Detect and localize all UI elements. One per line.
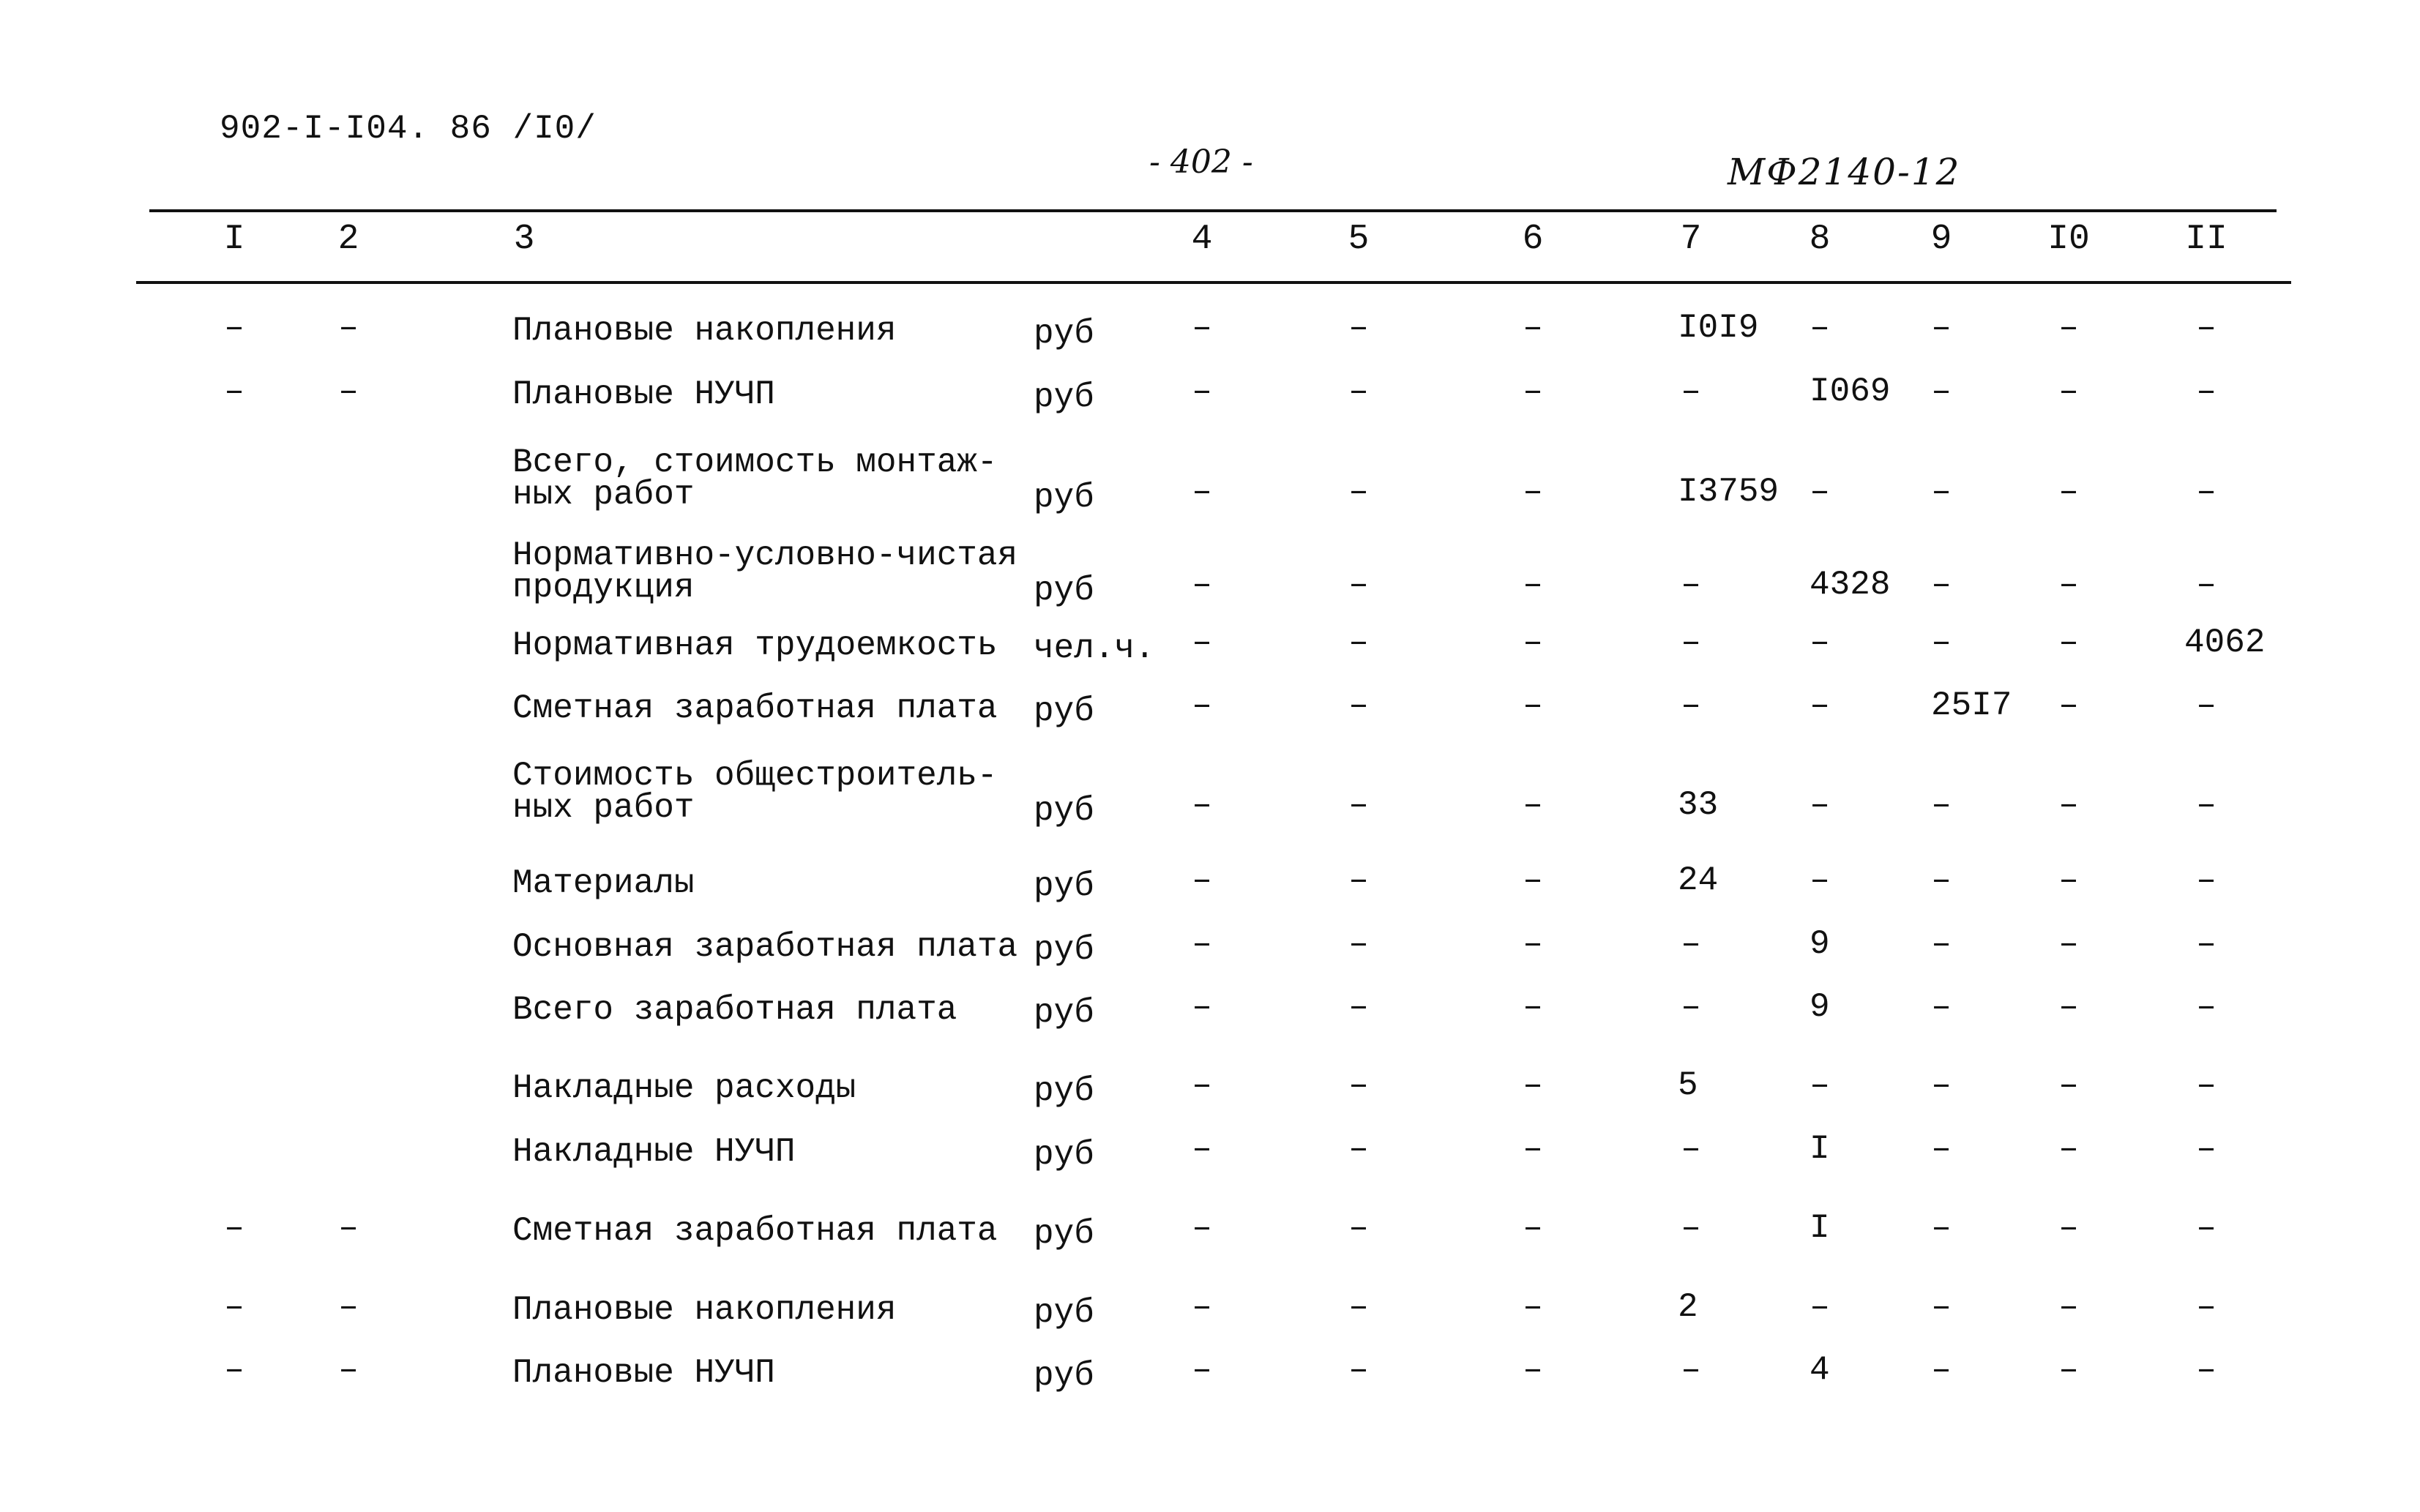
row-unit: руб <box>1034 867 1094 905</box>
cell-c6: – <box>1523 1351 1543 1389</box>
cell-c6: – <box>1523 1130 1543 1168</box>
cell-c4: – <box>1192 1351 1212 1389</box>
cell-c4: – <box>1192 925 1212 963</box>
cell-c11: – <box>2196 473 2217 511</box>
cell-c2: – <box>338 1209 359 1247</box>
cell-c10: – <box>2058 1351 2079 1389</box>
row-description <box>512 1133 796 1171</box>
cell-c6: – <box>1523 1066 1543 1104</box>
cell-c8: – <box>1810 624 1830 662</box>
cell-c1: – <box>224 1209 244 1247</box>
cell-c5: – <box>1348 988 1369 1026</box>
cell-c4: – <box>1192 473 1212 511</box>
cell-c4: – <box>1192 988 1212 1026</box>
cell-c7: – <box>1681 686 1701 725</box>
cell-c7: 24 <box>1678 861 1719 899</box>
row-unit: руб <box>1034 1357 1094 1395</box>
row-unit: руб <box>1034 1294 1094 1332</box>
row-description <box>512 1069 856 1107</box>
cell-c1: – <box>224 1288 244 1326</box>
cell-c4: – <box>1192 1288 1212 1326</box>
cell-c10: – <box>2058 624 2079 662</box>
cell-c8: 4328 <box>1810 566 1891 604</box>
cell-c7: 5 <box>1678 1066 1698 1104</box>
cell-c8: – <box>1810 686 1830 725</box>
cell-c4: – <box>1192 686 1212 725</box>
cell-c10: – <box>2058 686 2079 725</box>
column-header: II <box>2185 220 2227 259</box>
cell-c7: – <box>1681 925 1701 963</box>
column-header: 5 <box>1348 220 1370 259</box>
page-number: - 402 - <box>1149 143 1253 181</box>
cell-c6: – <box>1523 988 1543 1026</box>
cell-c6: – <box>1523 566 1543 604</box>
cell-c10: – <box>2058 473 2079 511</box>
cell-c9: – <box>1931 861 1952 899</box>
cell-c8: – <box>1810 473 1830 511</box>
description-line: Плановые НУЧП <box>512 1354 775 1392</box>
row-description <box>512 991 957 1029</box>
cell-c6: – <box>1523 1288 1543 1326</box>
cell-c11: – <box>2196 1066 2217 1104</box>
description-line: Основная заработная плата <box>512 928 1018 966</box>
row-unit: руб <box>1034 1215 1094 1253</box>
row-description <box>512 864 695 902</box>
cell-c9: – <box>1931 373 1952 411</box>
cell-c5: – <box>1348 473 1369 511</box>
cell-c9: – <box>1931 473 1952 511</box>
cell-c4: – <box>1192 861 1212 899</box>
cell-c2: – <box>338 309 359 347</box>
cell-c7: – <box>1681 1130 1701 1168</box>
cell-c7: – <box>1681 566 1701 604</box>
description-line: Плановые НУЧП <box>512 375 775 413</box>
cell-c10: – <box>2058 309 2079 347</box>
row-unit: чел.ч. <box>1034 629 1155 667</box>
description-line: Накладные расходы <box>512 1069 856 1107</box>
row-unit: руб <box>1034 994 1094 1032</box>
cell-c6: – <box>1523 373 1543 411</box>
row-description <box>512 1212 998 1250</box>
cell-c11: – <box>2196 566 2217 604</box>
description-line: Сметная заработная плата <box>512 689 998 727</box>
cell-c6: – <box>1523 861 1543 899</box>
row-unit: руб <box>1034 792 1094 830</box>
row-description <box>512 444 998 514</box>
cell-c11: – <box>2196 1351 2217 1389</box>
document-code: 902-I-I04. 86 /I0/ <box>220 110 597 148</box>
column-header: 6 <box>1522 220 1544 259</box>
cell-c1: – <box>224 1351 244 1389</box>
cell-c6: – <box>1523 309 1543 347</box>
cell-c5: – <box>1348 786 1369 824</box>
description-line: Нормативная трудоемкость <box>512 626 998 665</box>
cell-c11: – <box>2196 686 2217 725</box>
column-header: 8 <box>1809 220 1831 259</box>
cell-c7: I3759 <box>1678 473 1779 511</box>
cell-c5: – <box>1348 309 1369 347</box>
cell-c8: 9 <box>1810 988 1830 1026</box>
cell-c9: – <box>1931 786 1952 824</box>
cell-c10: – <box>2058 373 2079 411</box>
cell-c8: – <box>1810 1288 1830 1326</box>
cell-c4: – <box>1192 786 1212 824</box>
cell-c6: – <box>1523 1209 1543 1247</box>
cell-c9: 25I7 <box>1931 686 2012 725</box>
cell-c10: – <box>2058 925 2079 963</box>
cell-c10: – <box>2058 988 2079 1026</box>
description-line: ных работ <box>512 789 695 827</box>
description-line: Накладные НУЧП <box>512 1133 796 1171</box>
cell-c11: – <box>2196 786 2217 824</box>
description-line: Сметная заработная плата <box>512 1212 998 1250</box>
cell-c11: – <box>2196 1288 2217 1326</box>
cell-c10: – <box>2058 861 2079 899</box>
cell-c10: – <box>2058 1288 2079 1326</box>
row-description <box>512 928 1018 966</box>
row-unit: руб <box>1034 1136 1094 1174</box>
cell-c8: 9 <box>1810 925 1830 963</box>
cell-c2: – <box>338 1288 359 1326</box>
cell-c5: – <box>1348 1130 1369 1168</box>
cell-c8: 4 <box>1810 1351 1830 1389</box>
row-description <box>512 757 998 827</box>
cell-c6: – <box>1523 624 1543 662</box>
cell-c7: – <box>1681 1351 1701 1389</box>
description-line: Всего заработная плата <box>512 991 957 1029</box>
column-header: 9 <box>1930 220 1952 259</box>
cell-c5: – <box>1348 686 1369 725</box>
cell-c10: – <box>2058 1130 2079 1168</box>
cell-c10: – <box>2058 1209 2079 1247</box>
cell-c9: – <box>1931 1351 1952 1389</box>
row-unit: руб <box>1034 1072 1094 1110</box>
cell-c5: – <box>1348 1288 1369 1326</box>
cell-c8: – <box>1810 309 1830 347</box>
description-line: Материалы <box>512 864 695 902</box>
cell-c6: – <box>1523 925 1543 963</box>
cell-c11: – <box>2196 861 2217 899</box>
row-unit: руб <box>1034 378 1094 416</box>
row-description <box>512 375 775 413</box>
cell-c7: – <box>1681 373 1701 411</box>
cell-c1: – <box>224 373 244 411</box>
cell-c9: – <box>1931 1066 1952 1104</box>
handwritten-code: МФ2140-12 <box>1728 151 1961 193</box>
cell-c2: – <box>338 1351 359 1389</box>
column-header: I0 <box>2047 220 2090 259</box>
cell-c9: – <box>1931 309 1952 347</box>
row-description <box>512 689 998 727</box>
header-bottom-rule <box>136 281 2291 284</box>
cell-c5: – <box>1348 1351 1369 1389</box>
cell-c7: 2 <box>1678 1288 1698 1326</box>
cell-c9: – <box>1931 1209 1952 1247</box>
row-description <box>512 312 897 350</box>
cell-c11: – <box>2196 1130 2217 1168</box>
cell-c7: I0I9 <box>1678 309 1759 347</box>
cell-c6: – <box>1523 686 1543 725</box>
column-header: I <box>223 220 245 259</box>
row-description <box>512 536 1018 607</box>
cell-c7: – <box>1681 624 1701 662</box>
cell-c10: – <box>2058 786 2079 824</box>
cell-c11: 4062 <box>2184 624 2266 662</box>
cell-c9: – <box>1931 1288 1952 1326</box>
column-header: 2 <box>337 220 359 259</box>
row-unit: руб <box>1034 931 1094 969</box>
cell-c11: – <box>2196 373 2217 411</box>
description-line: продукция <box>512 569 695 607</box>
description-line: Стоимость общестроитель- <box>512 757 998 795</box>
row-unit: руб <box>1034 572 1094 610</box>
cell-c4: – <box>1192 373 1212 411</box>
cell-c6: – <box>1523 473 1543 511</box>
cell-c5: – <box>1348 624 1369 662</box>
row-description <box>512 1354 775 1392</box>
cell-c8: – <box>1810 1066 1830 1104</box>
description-line: Плановые накопления <box>512 312 897 350</box>
column-header: 4 <box>1191 220 1213 259</box>
cell-c8: – <box>1810 786 1830 824</box>
cell-c9: – <box>1931 566 1952 604</box>
cell-c11: – <box>2196 925 2217 963</box>
row-description <box>512 626 998 665</box>
cell-c4: – <box>1192 309 1212 347</box>
column-header: 7 <box>1680 220 1702 259</box>
cell-c1: – <box>224 309 244 347</box>
cell-c5: – <box>1348 925 1369 963</box>
cell-c11: – <box>2196 1209 2217 1247</box>
cell-c9: – <box>1931 624 1952 662</box>
description-line: ных работ <box>512 476 695 514</box>
cell-c7: – <box>1681 988 1701 1026</box>
cell-c11: – <box>2196 309 2217 347</box>
cell-c7: – <box>1681 1209 1701 1247</box>
cell-c8: I <box>1810 1209 1830 1247</box>
cell-c9: – <box>1931 988 1952 1026</box>
cell-c4: – <box>1192 1130 1212 1168</box>
cell-c4: – <box>1192 1209 1212 1247</box>
cell-c8: I <box>1810 1130 1830 1168</box>
cell-c5: – <box>1348 566 1369 604</box>
description-line: Нормативно-условно-чистая <box>512 536 1018 575</box>
cell-c11: – <box>2196 988 2217 1026</box>
row-description <box>512 1291 897 1329</box>
cell-c5: – <box>1348 1209 1369 1247</box>
cell-c9: – <box>1931 925 1952 963</box>
cell-c4: – <box>1192 624 1212 662</box>
cell-c8: – <box>1810 861 1830 899</box>
cell-c5: – <box>1348 1066 1369 1104</box>
cell-c6: – <box>1523 786 1543 824</box>
description-line: Плановые накопления <box>512 1291 897 1329</box>
column-header: 3 <box>513 220 535 259</box>
cell-c4: – <box>1192 1066 1212 1104</box>
description-line: Всего, стоимость монтаж- <box>512 444 998 482</box>
cell-c8: I069 <box>1810 373 1891 411</box>
cell-c5: – <box>1348 373 1369 411</box>
row-unit: руб <box>1034 315 1094 353</box>
row-unit: руб <box>1034 479 1094 517</box>
row-unit: руб <box>1034 692 1094 730</box>
cell-c5: – <box>1348 861 1369 899</box>
cell-c7: 33 <box>1678 786 1719 824</box>
cell-c10: – <box>2058 1066 2079 1104</box>
header-top-rule <box>149 209 2277 212</box>
cell-c9: – <box>1931 1130 1952 1168</box>
cell-c10: – <box>2058 566 2079 604</box>
cell-c2: – <box>338 373 359 411</box>
cell-c4: – <box>1192 566 1212 604</box>
